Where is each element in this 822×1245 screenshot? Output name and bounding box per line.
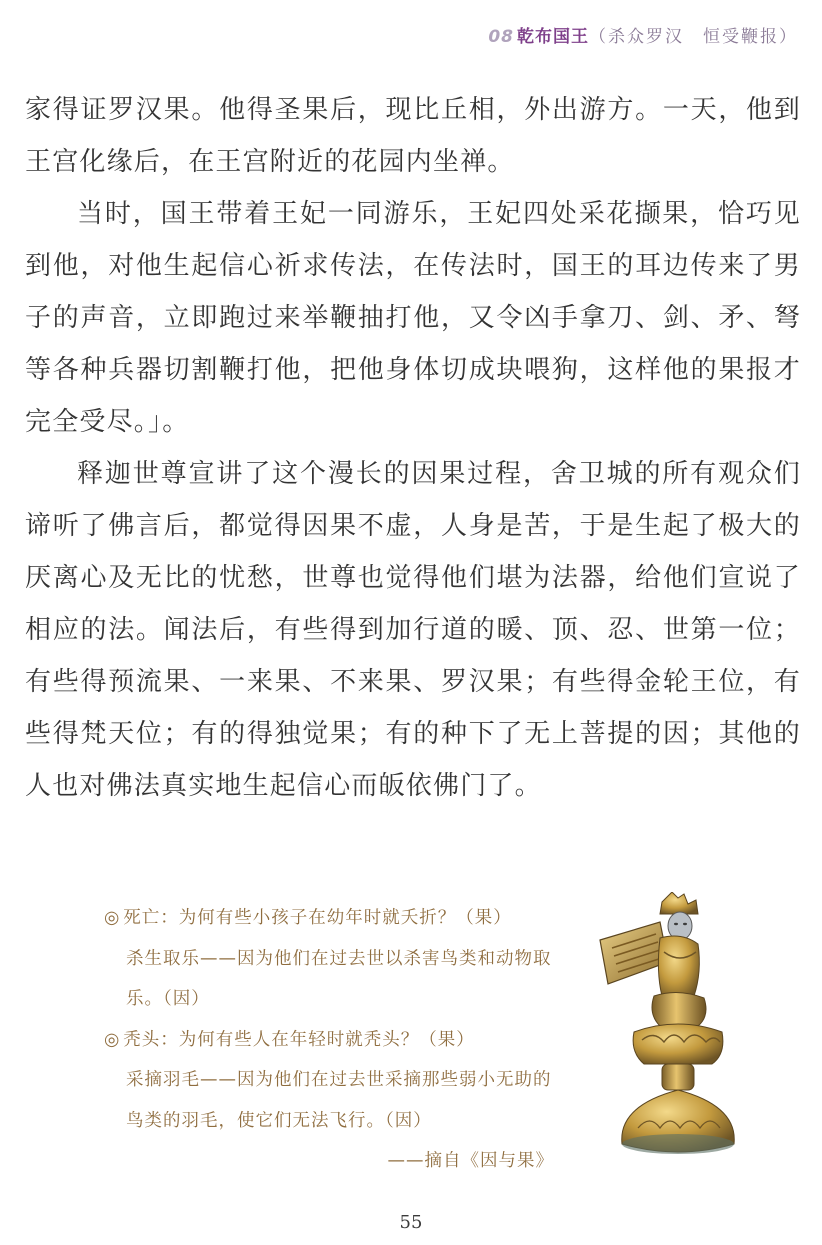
sidebar-source: ——摘自《因与果》 (387, 1151, 554, 1171)
sidebar-question-text: 秃头：为何有些人在年轻时就秃头？（果） (123, 1029, 475, 1050)
sidebar-answer: 杀生取乐——因为他们在过去世以杀害鸟类和动物取乐。（因） (126, 948, 552, 1009)
sidebar-question (104, 1020, 564, 1061)
main-text (25, 84, 801, 812)
buddhist-statue-icon (598, 892, 738, 1162)
sidebar-marker-icon: ◎ (104, 1029, 121, 1050)
sidebar-question-text: 死亡：为何有些小孩子在幼年时就夭折？（果） (123, 908, 512, 928)
chapter-number: 08 (488, 27, 514, 47)
sidebar-marker-icon: ◎ (104, 908, 121, 928)
sidebar-answer: 采摘羽毛——因为他们在过去世采摘那些弱小无助的鸟类的羽毛，使它们无法飞行。（因） (126, 1070, 552, 1131)
cause-effect-sidebar (104, 898, 564, 1182)
paragraph: 当时，国王带着王妃一同游乐，王妃四处采花撷果，恰巧见到他，对他生起信心祈求传法，在传法时，国王的耳边传来了男子的声音，立即跑过来举鞭抽打他，又令凶手拿刀、剑、矛、弩等各种兵器切割鞭打他，把他身体切成块喂狗，这样他的果报才完全受尽。」。 (25, 199, 801, 437)
chapter-subtitle: （杀众罗汉 恒受鞭报） (589, 27, 798, 47)
page-number: 55 (399, 1212, 423, 1233)
running-header (488, 22, 798, 47)
sidebar-question (104, 898, 564, 939)
paragraph: 家得证罗汉果。他得圣果后，现比丘相，外出游方。一天，他到王宫化缘后，在王宫附近的花园内坐禅。 (25, 95, 801, 177)
chapter-title: 乾布国王 (517, 27, 589, 47)
paragraph: 释迦世尊宣讲了这个漫长的因果过程，舍卫城的所有观众们谛听了佛言后，都觉得因果不虚，人身是苦，于是生起了极大的厌离心及无比的忧愁，世尊也觉得他们堪为法器，给他们宣说了相应的法。闻法后，有些得到加行道的暖、顶、忍、世第一位；有些得预流果、一来果、不来果、罗汉果；有些得金轮王位，有些得梵天位；有的得独觉果；有的种下了无上菩提的因；其他的人也对佛法真实地生起信心而皈依佛门了。 (25, 459, 801, 801)
